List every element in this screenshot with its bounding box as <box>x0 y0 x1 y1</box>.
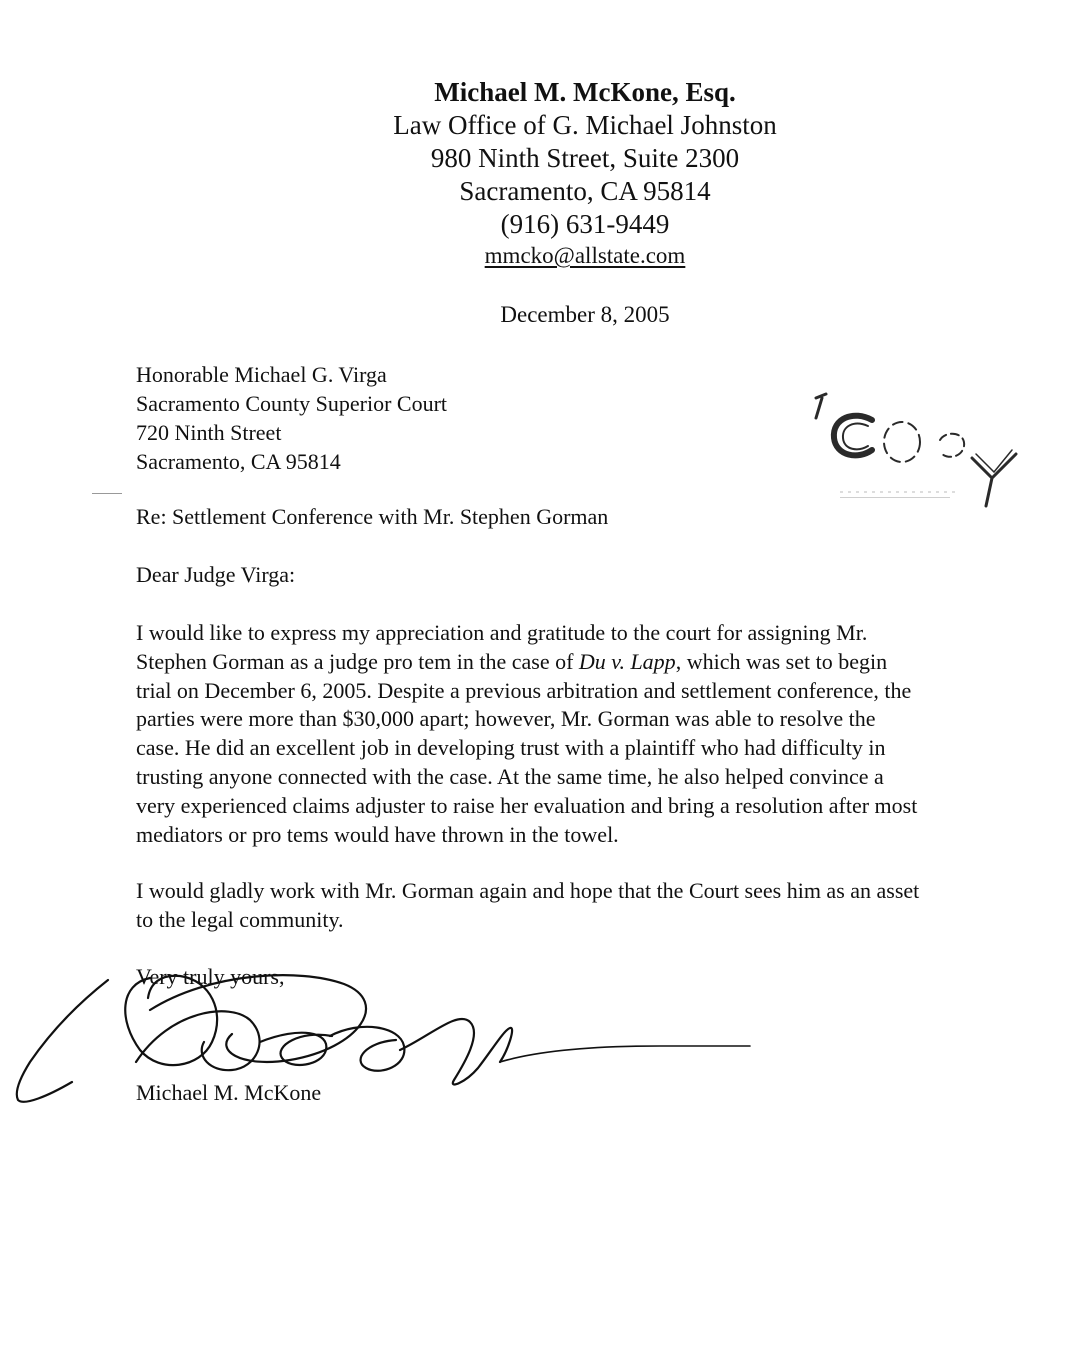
stamp-letter-y <box>972 454 1016 506</box>
body-line: I would gladly work with Mr. Gorman again and hope that the Court sees him as an asset <box>136 878 920 903</box>
body-paragraph-2 <box>136 877 1036 935</box>
recipient-address <box>136 360 447 476</box>
body-line: to the legal community. <box>136 906 344 932</box>
body-line: mediators or pro tems would have thrown in the towel. <box>136 821 619 847</box>
sender-city: Sacramento, CA 95814 <box>459 176 711 206</box>
closing: Very truly yours, <box>136 964 285 989</box>
body-text: Stephen Gorman as a judge pro tem in the case of <box>136 648 579 674</box>
signer-name: Michael M. McKone <box>136 1080 322 1105</box>
body-line: very experienced claims adjuster to raise her evaluation and bring a resolution after most <box>136 792 918 818</box>
sender-firm: Law Office of G. Michael Johnston <box>393 110 777 140</box>
stamp-tick <box>816 398 822 418</box>
sender-name: Michael M. McKone, Esq. <box>434 77 736 107</box>
letter-date: December 8, 2005 <box>500 302 670 327</box>
body-line: I would like to express my appreciation and gratitude to the court for assigning Mr. <box>136 620 868 645</box>
recipient-court: Sacramento County Superior Court <box>136 391 448 416</box>
case-name: Du v. Lapp <box>578 648 676 674</box>
stamp-letter-o <box>884 422 920 462</box>
sender-phone: (916) 631-9449 <box>500 209 670 239</box>
body-line: trial on December 6, 2005. Despite a previous arbitration and settlement conference, the <box>136 677 912 703</box>
sender-email: mmcko@allstate.com <box>484 243 686 268</box>
salutation: Dear Judge Virga: <box>136 562 296 587</box>
body-line: case. He did an excellent job in developing trust with a plaintiff who had difficulty in <box>136 735 886 761</box>
scan-artifact <box>840 497 950 498</box>
body-text: , which was set to begin <box>675 648 888 674</box>
body-line: parties were more than $30,000 apart; however, Mr. Gorman was able to resolve the <box>136 706 876 732</box>
recipient-city: Sacramento, CA 95814 <box>136 449 341 474</box>
recipient-street: 720 Ninth Street <box>136 420 282 445</box>
body-line: trusting anyone connected with the case. At the same time, he also helped convince a <box>136 763 884 789</box>
recipient-name: Honorable Michael G. Virga <box>136 362 387 387</box>
subject-line: Re: Settlement Conference with Mr. Stephen Gorman <box>136 504 609 529</box>
copy-stamp <box>810 380 1030 520</box>
body-paragraph-1 <box>136 619 1036 849</box>
letterhead <box>330 76 840 271</box>
stamp-letter-p <box>940 434 964 457</box>
scan-artifact <box>92 493 122 494</box>
sender-street: 980 Ninth Street, Suite 2300 <box>430 143 740 173</box>
handwritten-signature <box>0 950 780 1140</box>
body-line <box>136 648 1036 677</box>
stamp-tick-top <box>816 394 826 398</box>
